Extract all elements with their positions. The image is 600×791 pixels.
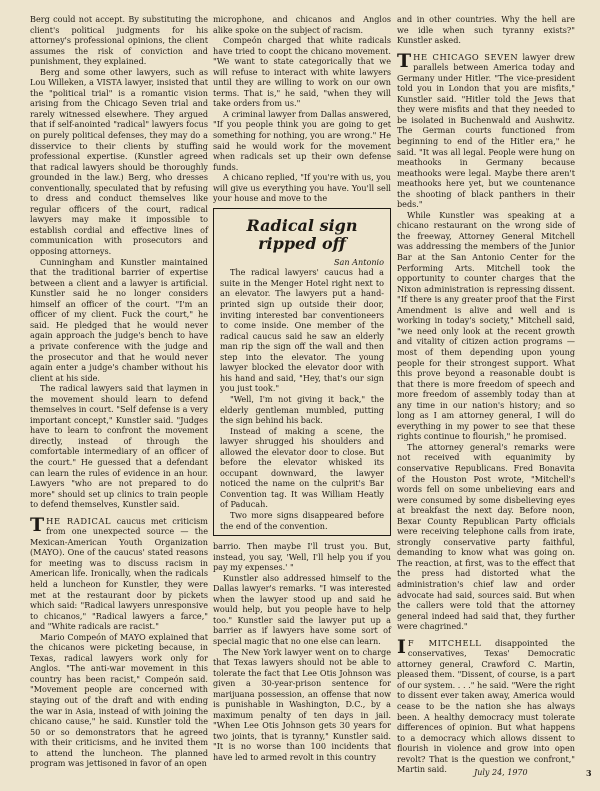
paragraph: A criminal lawyer from Dallas answered, "If you people think you are going to get something for nothing, you are wrong." He said he would work for the movement when radicals set up their own defense funds. xyxy=(213,108,391,172)
page-number: 3 xyxy=(586,768,592,778)
paragraph: Berg and some other lawyers, such as Lou Willeken, a VISTA lawyer, insisted that the "political trial" is a romantic vision arising from the Chicago Seven trial and rarely witnessed elsewhere. They argued that if self-anointed "radical" lawyers focus on purely political defenses, they may do a disservice to their clients by stuffing professional expertise. (Kunstler agreed that radical lawyers should be thoroughly grounded in the law.) Berg, who dresses conventionally, speculated that by refusing to dress and conduct themselves like regular officers of the court, radical lawyers may make it impossible to establish cordial and effective lines of communication with prosecutors and opposing attorneys. xyxy=(30,66,208,257)
section-text: caucus met criticism from one unexpected source — the Mexican-American Youth Organization (MAYO). One of the caucus' stated reasons for meeting was to discuss racism in American life. Ironically, when the radicals held a luncheon for Kunstler, they were met at the restaurant door by pickets which said: "Radical lawyers unresponsive to chicanos," "Radical lawyers a farce," and "White radicals are racist." xyxy=(30,515,208,632)
sidebar-paragraph: Two more signs disappeared before the end of the convention. xyxy=(220,509,384,531)
sidebar-paragraph: The radical lawyers' caucus had a suite in the Menger Hotel right next to an elevator. The lawyers put a hand-printed sign up outside their door, inviting interested bar conventioneers to come inside. One member of the radical caucus said he saw an elderly man rip the sign off the wall and then step into the elevator. The young lawyer blocked the elevator door with his hand and said, "Hey, that's our sign you just took." xyxy=(220,267,384,394)
paragraph: Kunstler also addressed himself to the Dallas lawyer's remarks. "I was interested when the lawyer stood up and said he would help, but you people have to help too." Kunstler said the lawyer put up a barrier as if lawyers have some sort of special magic that no one else can learn. xyxy=(213,572,391,646)
paragraph: The attorney general's remarks were not received with equanimity by conservative Republicans. Fred Bonavita of the Houston Post wrote, "Mitchell's words fell on some unbelieving ears and were consumed by some disbelieving eyes at breakfast the next day. Before noon, Bexar County Republican Party officials were receiving telephone calls from irate, strongly conservative party faithful, demanding to know what was going on. The reaction, at first, was to the effect that the press had distorted what the administration's chief law and order advocate had said, sources said. But when the callers were told that the attorney general indeed had said that, they further were chagrined." xyxy=(397,441,575,632)
drop-cap: T xyxy=(397,49,412,72)
sidebar-paragraph: "Well, I'm not giving it back," the elderly gentleman mumbled, putting the sign behind his back. xyxy=(220,393,384,426)
column-2 xyxy=(213,14,391,763)
paragraph: and in other countries. Why the hell are we idle when such tyranny exists?" Kunstler asked. xyxy=(397,14,575,46)
section-paragraph xyxy=(30,513,208,632)
paragraph: microphone, and chicanos and Anglos alike spoke on the subject of racism. xyxy=(213,14,391,35)
paragraph: Compeón charged that white radicals have tried to coopt the chicano movement. "We want to state categorically that we will refuse to interact with white lawyers until they are willing to work on our own terms. That is," he said, "when they will take orders from us." xyxy=(213,35,391,109)
section-lead: F MITCHELL xyxy=(407,637,482,648)
drop-cap: T xyxy=(30,513,45,536)
paragraph: The radical lawyers said that laymen in the movement should learn to defend themselves in court. "Self defense is a very important concept," Kunstler said. "Judges have to learn to confront the movement directly, instead of through the comfortable intermediary of an officer of the court." He guessed that a defendant can learn the rules of evidence in an hour. Lawyers "who are not prepared to do more" should set up clinics to train people to defend themselves, Kunstler said. xyxy=(30,383,208,510)
section-text: lawyer drew parallels between America today and Germany under Hitler. "The vice-president told you in London that you are misfits," Kunstler said. "Hitler told the Jews that they were misfits and that they needed to be isolated in Buchenwald and Aushwitz. The German courts functioned from beginning to end of the Hitler era," he said. "It was all legal. People were hung on meathooks in Germany because meathooks were legal. Maybe there aren't meathooks here yet, but we countenance the shooting of black panthers in their beds." xyxy=(397,51,575,210)
paragraph: While Kunstler was speaking at a chicano restaurant on the wrong side of the freeway, Attorney General Mitchell was addressing the members of the Junior Bar at the San Antonio Center for the Performing Arts. Mitchell took the opportunity to counter charges that the Nixon administration is repressing dissent. "If there is any greater proof that the First Amendment is alive and well and is working in today's society," Mitchell said, "we need only look at the recent growth and vitality of citizen action programs — most of them depending upon young people for their strongest support. What this prove beyond a reasonable doubt is that there is more freedom of speech and more freedom of assembly today than at any time in our nation's history; and so long as I am attorney general, I will do everything in my power to see that these rights continue to flourish," he promised. xyxy=(397,209,575,442)
column-1 xyxy=(30,14,208,769)
drop-cap: I xyxy=(397,635,406,658)
sidebar-paragraph: Instead of making a scene, the lawyer shrugged his shoulders and allowed the elevator door to close. But before the elevator whisked its occupant downward, the lawyer noticed the name on the culprit's Bar Convention tag. It was William Heatly of Paducah. xyxy=(220,425,384,510)
section-lead: HE RADICAL xyxy=(46,515,112,526)
section-paragraph xyxy=(397,49,575,210)
dateline: San Antonio xyxy=(333,256,384,267)
paragraph: Berg could not accept. By substituting the client's political judgments for his attorney's professional opinions, the client assumes the risk of conviction and punishment, they explained. xyxy=(30,14,208,67)
column-3 xyxy=(397,14,575,775)
paragraph: Mario Compeón of MAYO explained that the chicanos were picketing because, in Texas, radical lawyers work only for Anglos. "The anti-war movement in this country has been racist," Compeón said. "Movement people are concerned with staying out of the draft and with ending the war in Asia, instead of with joining the chicano cause," he said. Kunstler told the 50 or so demonstrators that he agreed with their criticisms, and he invited them to attend the luncheon. The planned program was jettisoned in favor of an open xyxy=(30,631,208,769)
issue-date: July 24, 1970 xyxy=(474,768,528,777)
sidebar-title: Radical sign ripped off xyxy=(246,215,358,253)
paragraph: Cunningham and Kunstler maintained that the traditional barrier of expertise between a client and a lawyer is artificial. Kunstler said he no longer considers himself an officer of the court. "I'm an officer of my client. Fuck the court," he said. He pledged that he would never again approach the judge's bench to have a private conference with the judge and the prosecutor and that he would never again enter a judge's chamber without his client at his side. xyxy=(30,256,208,383)
sidebar-box xyxy=(213,208,391,536)
section-lead: HE CHICAGO SEVEN xyxy=(413,51,519,62)
section-text: disappointed the conservatives, Texas' Democratic attorney general, Crawford C. Martin, pleased them. "Dissent, of course, is a part of our system. . . ." he said. "Were the right to dissent ever taken away, America would cease to be the nation she has always been. A healthy democracy must tolerate differences of opinion. But what happens to a democracy which allows dissent to flourish in violence and grow into open revolt? That is the question we confront," Martin said. xyxy=(397,637,575,775)
paragraph: The New York lawyer went on to charge that Texas lawyers should not be able to tolerate the fact that Lee Otis Johnson was given a 30-year-prison sentence for marijuana possession, an offense that now is punishable in Washington, D.C., by a maximum penalty of ten days in jail. "When Lee Otis Johnson gets 30 years for two joints, that is tyranny," Kunstler said. "It is no worse than 100 incidents that have led to armed revolt in this country xyxy=(213,646,391,762)
paragraph: barrio. Then maybe I'll trust you. But, instead, you say, 'Well, I'll help you if you pay my expenses.' " xyxy=(213,541,391,573)
paragraph: A chicano replied, "If you're with us, you will give us everything you have. You'll sell your house and move to the xyxy=(213,172,391,204)
section-paragraph xyxy=(397,635,575,775)
